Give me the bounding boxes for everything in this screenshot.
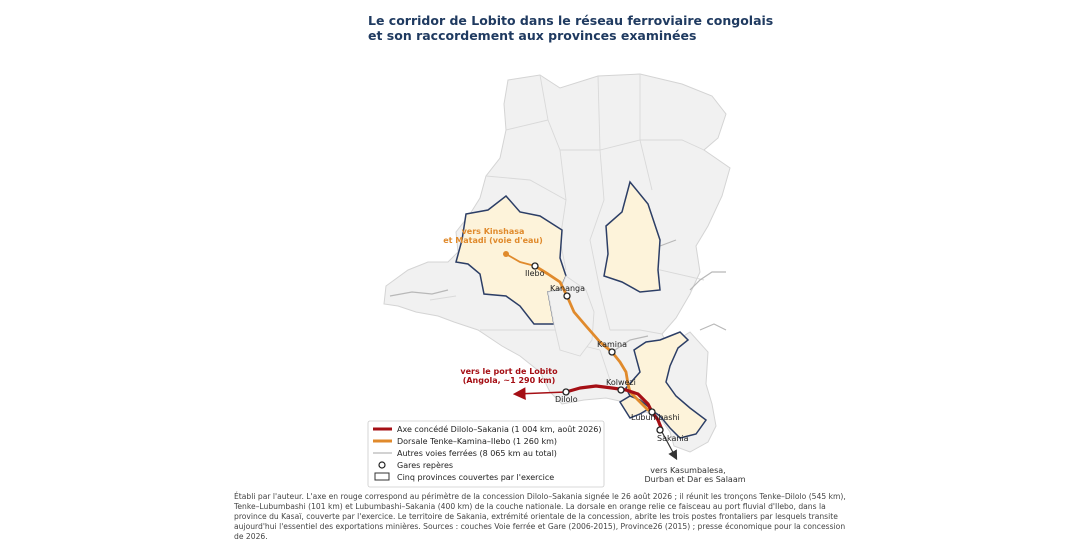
label-kananga: Kananga	[550, 284, 586, 293]
kinshasa-waterway-dot	[503, 251, 509, 257]
station-kamina	[609, 349, 615, 355]
label-lubumbashi: Lubumbashi	[631, 413, 680, 422]
station-kananga	[564, 293, 570, 299]
label-kolwezi: Kolwezi	[606, 378, 636, 387]
map-title-line2: et son raccordement aux provinces examinées	[368, 28, 697, 43]
station-kolwezi	[618, 387, 624, 393]
annotation-kasumbalesa-1: vers Kasumbalesa,	[650, 466, 726, 475]
label-ilebo: Ilebo	[525, 269, 545, 278]
annotation-kasumbalesa-2: Durban et Dar es Salaam	[644, 475, 746, 484]
source-note: Établi par l'auteur. L'axe en rouge correspond au périmètre de la concession Dilolo–Sakania signée le 26 août 2026 ; il réunit les tronçons Tenke–Dilolo (545 km), Tenke–Lubumbashi (101 km) et Lubumbashi–Sakania (400 km) de la couche nationale. La dorsale en orange relie ce faisceau au port fluvial d'Ilebo, dans la province du Kasaï, couverte par l'exercice. Le territoire de Sakania, extrémité orientale de la concession, abrite les trois postes frontaliers par lesquels transite aujourd'hui l'essentiel des exportations minières. Sources : couches Voie ferrée et Gare (2006-2015), Province26 (2015) ; presse économique pour la concession de 2026.	[234, 492, 846, 541]
legend-label-dorsale: Dorsale Tenke–Kamina–Ilebo (1 260 km)	[397, 437, 558, 446]
legend-label-stations: Gares repères	[397, 461, 454, 470]
annotation-lobito-1: vers le port de Lobito	[460, 367, 558, 376]
label-kamina: Kamina	[597, 340, 627, 349]
map-title-line1: Le corridor de Lobito dans le réseau ferroviaire congolais	[368, 13, 774, 28]
legend-label-other-rail: Autres voies ferrées (8 065 km au total)	[397, 449, 557, 458]
station-sakania	[657, 427, 663, 433]
legend	[368, 421, 604, 487]
annotation-kinshasa-1: vers Kinshasa	[461, 227, 525, 236]
legend-swatch-stations	[379, 462, 385, 468]
label-dilolo: Dilolo	[555, 395, 578, 404]
legend-swatch-provinces	[375, 473, 389, 480]
label-sakania: Sakania	[657, 434, 689, 443]
legend-label-provinces: Cinq provinces couvertes par l'exercice	[397, 473, 555, 482]
legend-label-concession: Axe concédé Dilolo–Sakania (1 004 km, août 2026)	[397, 425, 602, 434]
annotation-lobito-2: (Angola, ~1 290 km)	[462, 376, 556, 385]
annotation-kinshasa-2: et Matadi (voie d'eau)	[443, 236, 543, 245]
